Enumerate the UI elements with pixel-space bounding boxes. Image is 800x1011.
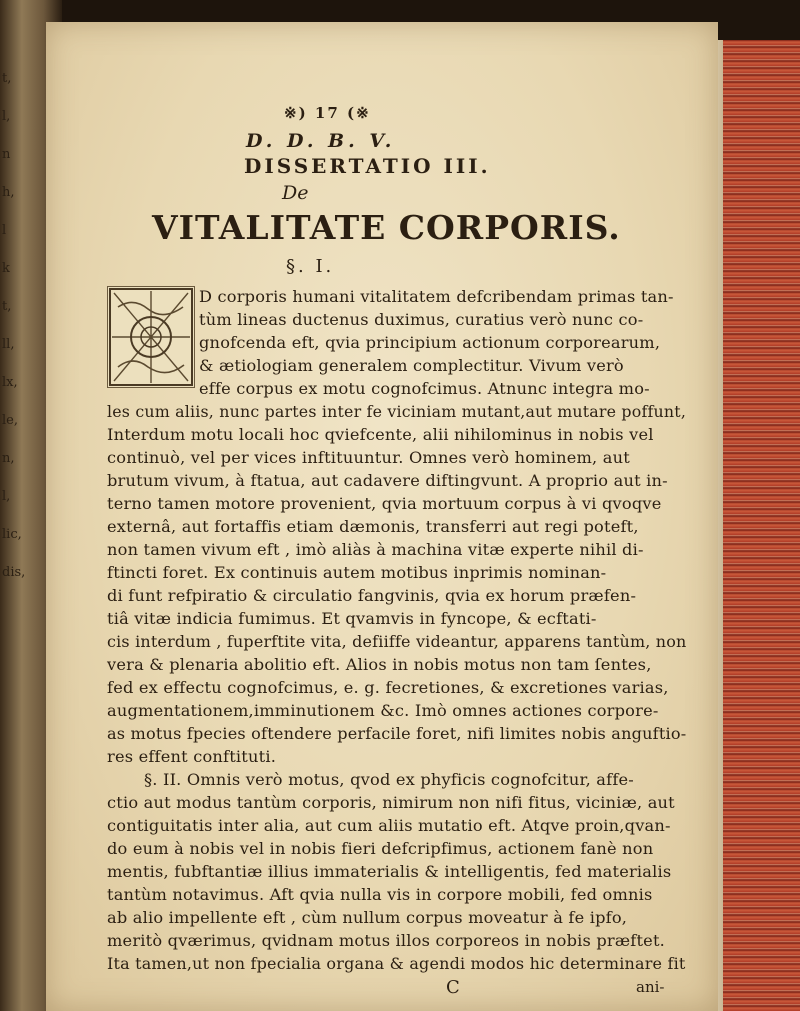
text-line: ab alio impellente eft , cùm nullum corpus moveatur à fe ipfo, [107,908,628,927]
signature-line: D. D. B. V. [246,130,396,152]
text-line: & ætiologiam generalem complectitur. Vivum verò [199,356,624,375]
fragment: n, [2,451,15,466]
text-line: les cum aliis, nunc partes inter fe viciniam mutant,aut mutare poffunt, [107,402,687,421]
text-line: ftincti foret. Ex continuis autem motibus inprimis nominan- [107,563,607,582]
previous-page-fragments [2,60,42,592]
book-page [46,22,718,1011]
dissertatio-heading: DISSERTATIO III. [244,154,491,178]
text-line: res effent conftituti. [107,747,277,766]
text-line: non tamen vivum eft , imò aliàs à machina vitæ experte nihil di- [107,540,644,559]
de-heading: De [282,182,309,204]
fragment: le, [2,413,18,428]
text-line: cis interdum , fuperftite vita, defiiffe videantur, apparens tantùm, non [107,632,687,651]
text-line: D corporis humani vitalitatem defcribendam primas tan- [199,287,674,306]
section-heading: §. I. [286,256,335,277]
page-title: VITALITATE CORPORIS. [152,208,621,247]
fragment: ll, [2,337,15,352]
fragment: l, [2,489,11,504]
text-line: do eum à nobis vel in nobis fieri defcripfimus, actionem fanè non [107,839,654,858]
text-line: tùm lineas ductenus duximus, curatius verò nunc co- [199,310,644,329]
page-number-ornament: ※) 17 (※ [284,104,371,122]
text-line: vera & plenaria abolitio eft. Alios in nobis motus non tam ſentes, [107,655,652,674]
fragment: k [2,261,10,276]
text-line: Ita tamen,ut non fpecialia organa & agendi modos hic determinare fit [107,954,686,973]
fragment: h, [2,185,15,200]
fragment: n [2,147,11,162]
fragment: l, [2,109,11,124]
fragment: t, [2,71,12,86]
text-line: fed ex effectu cognofcimus, e. g. fecretiones, & excretiones varias, [107,678,669,697]
text-line: mentis, fubftantiæ illius immaterialis & intelligentis, fed materialis [107,862,672,881]
text-line: gnofcenda eft, qvia principium actionum corporearum, [199,333,661,352]
text-line: effe corpus ex motu cognofcimus. Atnunc integra mo- [199,379,650,398]
text-line: terno tamen motore provenient, qvia mortuum corpus à vi qvoqve [107,494,662,513]
text-line: §. II. Omnis verò motus, qvod ex phyficis cognofcitur, affe- [144,770,634,789]
text-line: tiâ vitæ indicia fumimus. Et qvamvis in fyncope, & ecftati- [107,609,597,628]
text-line: di funt refpiratio & circulatio fangvinis, qvia ex horum præfen- [107,586,637,605]
text-line: contiguitatis inter alia, aut cum aliis mutatio eft. Atqve proin,qvan- [107,816,671,835]
book-edge-right [705,40,800,1011]
text-line: tantùm notavimus. Aft qvia nulla vis in corpore mobili, fed omnis [107,885,653,904]
decorated-initial [107,286,195,388]
signature-mark: C [446,977,460,998]
fragment: t, [2,299,12,314]
fragment: l [2,223,7,238]
ornamental-initial-icon [108,287,194,387]
text-line: Interdum motu locali hoc qviefcente, alii nihilominus in nobis vel [107,425,654,444]
text-line: augmentationem,imminutionem &c. Imò omnes actiones corpore- [107,701,659,720]
text-line: externâ, aut fortaffis etiam dæmonis, transferri aut regi poteft, [107,517,639,536]
fragment: dis, [2,565,26,580]
fragment: lx, [2,375,18,390]
catchword: ani- [636,978,665,996]
text-line: as motus fpecies oftendere perfacile foret, nifi limites nobis anguftio- [107,724,687,743]
fragment: lic, [2,527,22,542]
text-line: brutum vivum, à ftatua, aut cadavere diftingvunt. A proprio aut in- [107,471,668,490]
text-line: meritò qværimus, qvidnam motus illos corporeos in nobis præftet. [107,931,666,950]
text-line: ctio aut modus tantùm corporis, nimirum non nifi fitus, viciniæ, aut [107,793,675,812]
text-line: continuò, vel per vices inftituuntur. Omnes verò hominem, aut [107,448,630,467]
